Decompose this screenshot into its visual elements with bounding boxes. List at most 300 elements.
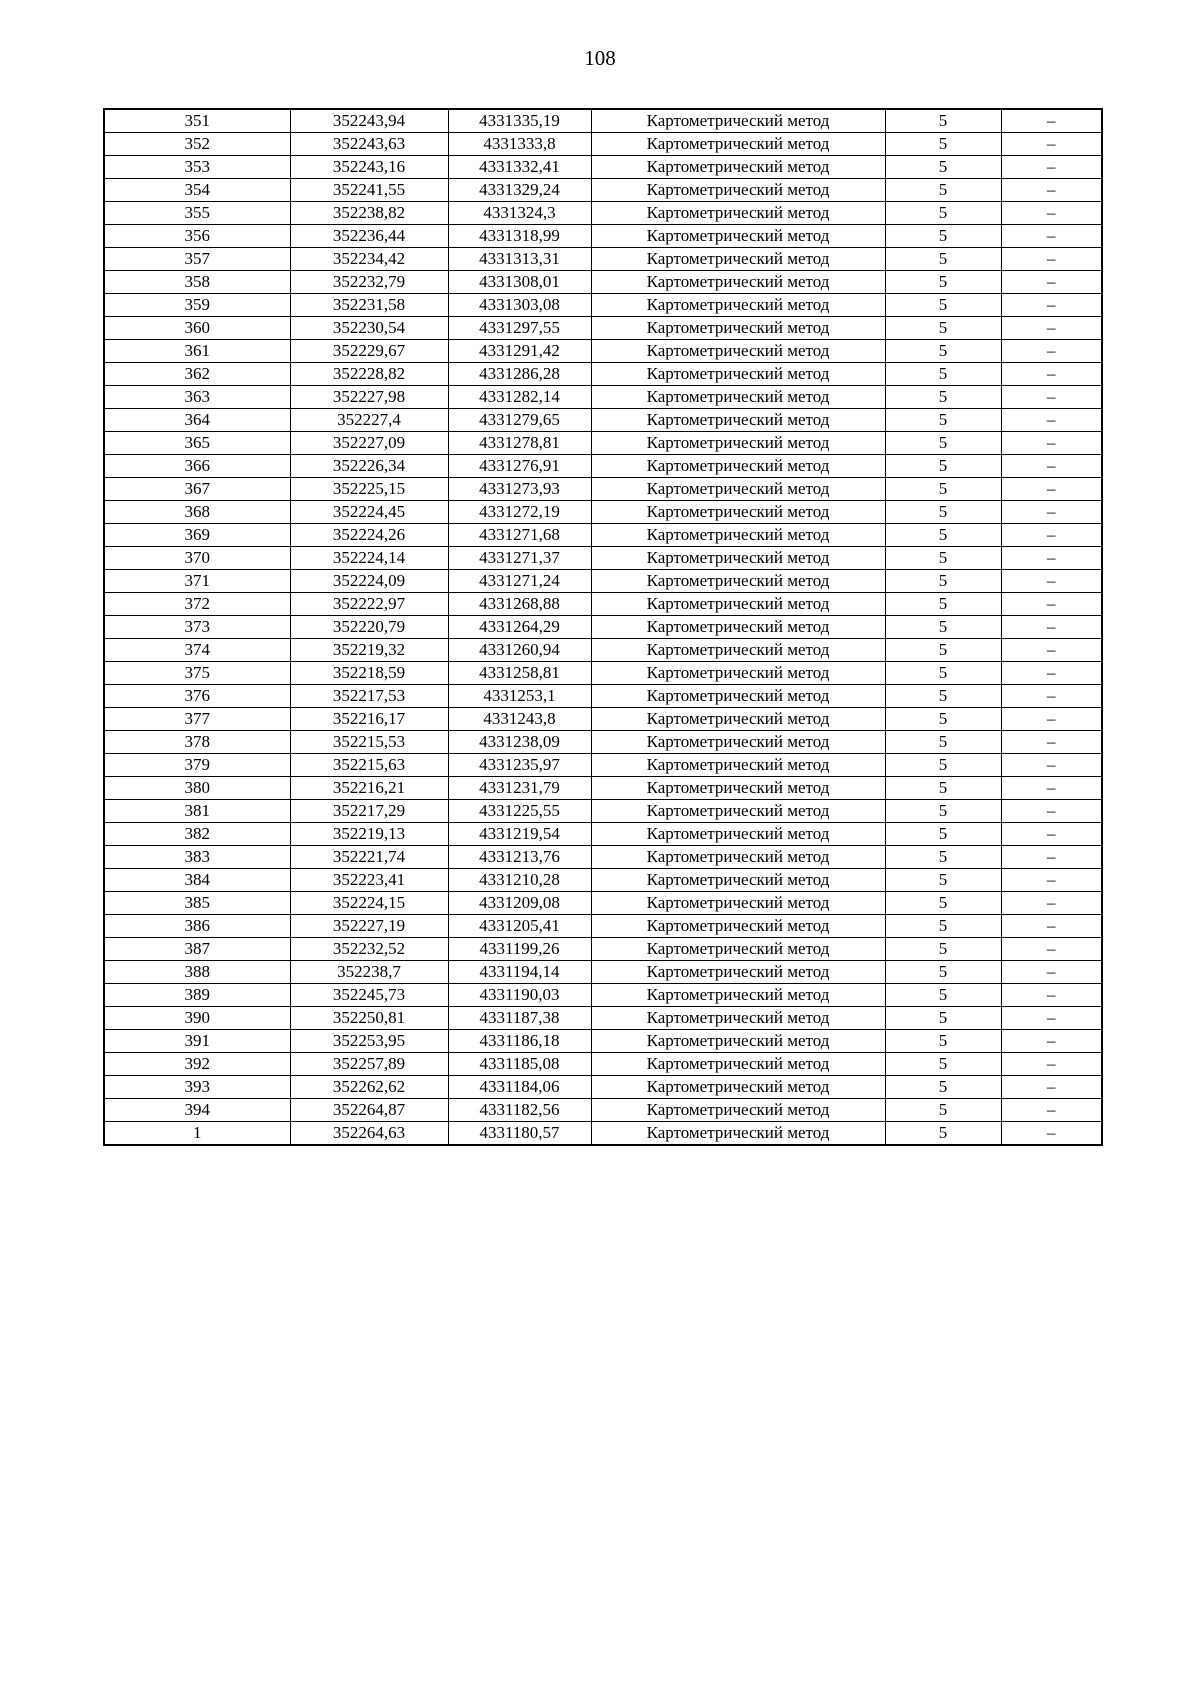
y-coordinate-cell: 4331278,81 — [448, 432, 591, 455]
accuracy-cell: 5 — [885, 984, 1001, 1007]
table-row — [104, 961, 1102, 984]
method-cell: Картометрический метод — [591, 616, 885, 639]
accuracy-cell: 5 — [885, 179, 1001, 202]
accuracy-cell: 5 — [885, 363, 1001, 386]
table-row — [104, 938, 1102, 961]
x-coordinate-cell: 352236,44 — [290, 225, 448, 248]
point-number-cell: 355 — [104, 202, 290, 225]
y-coordinate-cell: 4331187,38 — [448, 1007, 591, 1030]
table-row — [104, 662, 1102, 685]
table-row — [104, 524, 1102, 547]
accuracy-cell: 5 — [885, 225, 1001, 248]
method-cell: Картометрический метод — [591, 731, 885, 754]
x-coordinate-cell: 352224,45 — [290, 501, 448, 524]
method-cell: Картометрический метод — [591, 455, 885, 478]
table-row — [104, 156, 1102, 179]
method-cell: Картометрический метод — [591, 225, 885, 248]
point-number-cell: 390 — [104, 1007, 290, 1030]
method-cell: Картометрический метод — [591, 478, 885, 501]
description-cell: – — [1001, 754, 1102, 777]
y-coordinate-cell: 4331186,18 — [448, 1030, 591, 1053]
accuracy-cell: 5 — [885, 501, 1001, 524]
method-cell: Картометрический метод — [591, 984, 885, 1007]
x-coordinate-cell: 352217,29 — [290, 800, 448, 823]
x-coordinate-cell: 352226,34 — [290, 455, 448, 478]
description-cell: – — [1001, 869, 1102, 892]
accuracy-cell: 5 — [885, 248, 1001, 271]
table-row — [104, 432, 1102, 455]
y-coordinate-cell: 4331308,01 — [448, 271, 591, 294]
description-cell: – — [1001, 823, 1102, 846]
description-cell: – — [1001, 317, 1102, 340]
description-cell: – — [1001, 685, 1102, 708]
method-cell: Картометрический метод — [591, 271, 885, 294]
accuracy-cell: 5 — [885, 1007, 1001, 1030]
description-cell: – — [1001, 501, 1102, 524]
x-coordinate-cell: 352227,4 — [290, 409, 448, 432]
method-cell: Картометрический метод — [591, 1099, 885, 1122]
table-row — [104, 593, 1102, 616]
table-row — [104, 777, 1102, 800]
y-coordinate-cell: 4331324,3 — [448, 202, 591, 225]
y-coordinate-cell: 4331235,97 — [448, 754, 591, 777]
point-number-cell: 376 — [104, 685, 290, 708]
accuracy-cell: 5 — [885, 455, 1001, 478]
y-coordinate-cell: 4331180,57 — [448, 1122, 591, 1146]
y-coordinate-cell: 4331258,81 — [448, 662, 591, 685]
point-number-cell: 364 — [104, 409, 290, 432]
y-coordinate-cell: 4331213,76 — [448, 846, 591, 869]
method-cell: Картометрический метод — [591, 915, 885, 938]
table-row — [104, 1122, 1102, 1146]
point-number-cell: 357 — [104, 248, 290, 271]
description-cell: – — [1001, 1053, 1102, 1076]
point-number-cell: 384 — [104, 869, 290, 892]
method-cell: Картометрический метод — [591, 938, 885, 961]
y-coordinate-cell: 4331271,68 — [448, 524, 591, 547]
x-coordinate-cell: 352215,63 — [290, 754, 448, 777]
description-cell: – — [1001, 1076, 1102, 1099]
method-cell: Картометрический метод — [591, 386, 885, 409]
accuracy-cell: 5 — [885, 731, 1001, 754]
accuracy-cell: 5 — [885, 1122, 1001, 1146]
description-cell: – — [1001, 363, 1102, 386]
table-row — [104, 800, 1102, 823]
table-row — [104, 409, 1102, 432]
x-coordinate-cell: 352241,55 — [290, 179, 448, 202]
description-cell: – — [1001, 777, 1102, 800]
y-coordinate-cell: 4331276,91 — [448, 455, 591, 478]
point-number-cell: 391 — [104, 1030, 290, 1053]
table-row — [104, 708, 1102, 731]
table-row — [104, 1007, 1102, 1030]
y-coordinate-cell: 4331190,03 — [448, 984, 591, 1007]
method-cell: Картометрический метод — [591, 133, 885, 156]
description-cell: – — [1001, 892, 1102, 915]
table-row — [104, 1076, 1102, 1099]
x-coordinate-cell: 352218,59 — [290, 662, 448, 685]
y-coordinate-cell: 4331279,65 — [448, 409, 591, 432]
description-cell: – — [1001, 156, 1102, 179]
description-cell: – — [1001, 616, 1102, 639]
method-cell: Картометрический метод — [591, 432, 885, 455]
accuracy-cell: 5 — [885, 156, 1001, 179]
accuracy-cell: 5 — [885, 109, 1001, 133]
y-coordinate-cell: 4331210,28 — [448, 869, 591, 892]
method-cell: Картометрический метод — [591, 777, 885, 800]
y-coordinate-cell: 4331286,28 — [448, 363, 591, 386]
accuracy-cell: 5 — [885, 386, 1001, 409]
accuracy-cell: 5 — [885, 777, 1001, 800]
method-cell: Картометрический метод — [591, 524, 885, 547]
x-coordinate-cell: 352243,16 — [290, 156, 448, 179]
point-number-cell: 382 — [104, 823, 290, 846]
point-number-cell: 372 — [104, 593, 290, 616]
description-cell: – — [1001, 938, 1102, 961]
accuracy-cell: 5 — [885, 547, 1001, 570]
point-number-cell: 371 — [104, 570, 290, 593]
method-cell: Картометрический метод — [591, 1122, 885, 1146]
description-cell: – — [1001, 1122, 1102, 1146]
method-cell: Картометрический метод — [591, 409, 885, 432]
point-number-cell: 377 — [104, 708, 290, 731]
table-row — [104, 179, 1102, 202]
accuracy-cell: 5 — [885, 938, 1001, 961]
coordinates-table-body — [104, 109, 1102, 1145]
x-coordinate-cell: 352215,53 — [290, 731, 448, 754]
description-cell: – — [1001, 1099, 1102, 1122]
accuracy-cell: 5 — [885, 593, 1001, 616]
method-cell: Картометрический метод — [591, 823, 885, 846]
point-number-cell: 369 — [104, 524, 290, 547]
table-row — [104, 639, 1102, 662]
x-coordinate-cell: 352231,58 — [290, 294, 448, 317]
description-cell: – — [1001, 109, 1102, 133]
table-row — [104, 892, 1102, 915]
table-row — [104, 363, 1102, 386]
description-cell: – — [1001, 570, 1102, 593]
y-coordinate-cell: 4331219,54 — [448, 823, 591, 846]
accuracy-cell: 5 — [885, 823, 1001, 846]
y-coordinate-cell: 4331231,79 — [448, 777, 591, 800]
table-row — [104, 271, 1102, 294]
method-cell: Картометрический метод — [591, 708, 885, 731]
method-cell: Картометрический метод — [591, 593, 885, 616]
x-coordinate-cell: 352262,62 — [290, 1076, 448, 1099]
accuracy-cell: 5 — [885, 294, 1001, 317]
y-coordinate-cell: 4331238,09 — [448, 731, 591, 754]
description-cell: – — [1001, 409, 1102, 432]
description-cell: – — [1001, 708, 1102, 731]
accuracy-cell: 5 — [885, 133, 1001, 156]
accuracy-cell: 5 — [885, 409, 1001, 432]
x-coordinate-cell: 352216,17 — [290, 708, 448, 731]
method-cell: Картометрический метод — [591, 317, 885, 340]
method-cell: Картометрический метод — [591, 109, 885, 133]
accuracy-cell: 5 — [885, 340, 1001, 363]
point-number-cell: 378 — [104, 731, 290, 754]
accuracy-cell: 5 — [885, 570, 1001, 593]
description-cell: – — [1001, 179, 1102, 202]
accuracy-cell: 5 — [885, 524, 1001, 547]
point-number-cell: 368 — [104, 501, 290, 524]
method-cell: Картометрический метод — [591, 869, 885, 892]
y-coordinate-cell: 4331282,14 — [448, 386, 591, 409]
accuracy-cell: 5 — [885, 892, 1001, 915]
y-coordinate-cell: 4331182,56 — [448, 1099, 591, 1122]
accuracy-cell: 5 — [885, 639, 1001, 662]
x-coordinate-cell: 352223,41 — [290, 869, 448, 892]
y-coordinate-cell: 4331332,41 — [448, 156, 591, 179]
method-cell: Картометрический метод — [591, 570, 885, 593]
method-cell: Картометрический метод — [591, 800, 885, 823]
method-cell: Картометрический метод — [591, 662, 885, 685]
x-coordinate-cell: 352264,63 — [290, 1122, 448, 1146]
point-number-cell: 351 — [104, 109, 290, 133]
x-coordinate-cell: 352219,32 — [290, 639, 448, 662]
x-coordinate-cell: 352243,94 — [290, 109, 448, 133]
table-row — [104, 501, 1102, 524]
x-coordinate-cell: 352224,26 — [290, 524, 448, 547]
y-coordinate-cell: 4331303,08 — [448, 294, 591, 317]
y-coordinate-cell: 4331313,31 — [448, 248, 591, 271]
method-cell: Картометрический метод — [591, 501, 885, 524]
table-row — [104, 225, 1102, 248]
table-row — [104, 340, 1102, 363]
point-number-cell: 363 — [104, 386, 290, 409]
description-cell: – — [1001, 593, 1102, 616]
table-row — [104, 1030, 1102, 1053]
point-number-cell: 380 — [104, 777, 290, 800]
method-cell: Картометрический метод — [591, 685, 885, 708]
method-cell: Картометрический метод — [591, 248, 885, 271]
point-number-cell: 393 — [104, 1076, 290, 1099]
accuracy-cell: 5 — [885, 478, 1001, 501]
description-cell: – — [1001, 547, 1102, 570]
description-cell: – — [1001, 478, 1102, 501]
table-row — [104, 1053, 1102, 1076]
y-coordinate-cell: 4331253,1 — [448, 685, 591, 708]
accuracy-cell: 5 — [885, 202, 1001, 225]
x-coordinate-cell: 352227,19 — [290, 915, 448, 938]
x-coordinate-cell: 352227,98 — [290, 386, 448, 409]
point-number-cell: 365 — [104, 432, 290, 455]
description-cell: – — [1001, 271, 1102, 294]
point-number-cell: 379 — [104, 754, 290, 777]
x-coordinate-cell: 352217,53 — [290, 685, 448, 708]
table-row — [104, 317, 1102, 340]
accuracy-cell: 5 — [885, 915, 1001, 938]
point-number-cell: 387 — [104, 938, 290, 961]
point-number-cell: 352 — [104, 133, 290, 156]
y-coordinate-cell: 4331205,41 — [448, 915, 591, 938]
accuracy-cell: 5 — [885, 846, 1001, 869]
method-cell: Картометрический метод — [591, 547, 885, 570]
y-coordinate-cell: 4331243,8 — [448, 708, 591, 731]
x-coordinate-cell: 352257,89 — [290, 1053, 448, 1076]
description-cell: – — [1001, 662, 1102, 685]
x-coordinate-cell: 352222,97 — [290, 593, 448, 616]
x-coordinate-cell: 352228,82 — [290, 363, 448, 386]
accuracy-cell: 5 — [885, 708, 1001, 731]
description-cell: – — [1001, 340, 1102, 363]
method-cell: Картометрический метод — [591, 294, 885, 317]
x-coordinate-cell: 352234,42 — [290, 248, 448, 271]
point-number-cell: 375 — [104, 662, 290, 685]
y-coordinate-cell: 4331260,94 — [448, 639, 591, 662]
table-row — [104, 685, 1102, 708]
table-row — [104, 754, 1102, 777]
point-number-cell: 389 — [104, 984, 290, 1007]
x-coordinate-cell: 352216,21 — [290, 777, 448, 800]
description-cell: – — [1001, 432, 1102, 455]
table-row — [104, 248, 1102, 271]
point-number-cell: 353 — [104, 156, 290, 179]
description-cell: – — [1001, 248, 1102, 271]
description-cell: – — [1001, 1007, 1102, 1030]
y-coordinate-cell: 4331273,93 — [448, 478, 591, 501]
description-cell: – — [1001, 524, 1102, 547]
table-row — [104, 1099, 1102, 1122]
x-coordinate-cell: 352220,79 — [290, 616, 448, 639]
y-coordinate-cell: 4331184,06 — [448, 1076, 591, 1099]
table-row — [104, 133, 1102, 156]
description-cell: – — [1001, 1030, 1102, 1053]
x-coordinate-cell: 352221,74 — [290, 846, 448, 869]
table-row — [104, 869, 1102, 892]
table-row — [104, 478, 1102, 501]
point-number-cell: 354 — [104, 179, 290, 202]
description-cell: – — [1001, 225, 1102, 248]
y-coordinate-cell: 4331335,19 — [448, 109, 591, 133]
table-row — [104, 547, 1102, 570]
method-cell: Картометрический метод — [591, 1053, 885, 1076]
description-cell: – — [1001, 915, 1102, 938]
x-coordinate-cell: 352224,14 — [290, 547, 448, 570]
y-coordinate-cell: 4331185,08 — [448, 1053, 591, 1076]
description-cell: – — [1001, 639, 1102, 662]
description-cell: – — [1001, 294, 1102, 317]
method-cell: Картометрический метод — [591, 202, 885, 225]
description-cell: – — [1001, 846, 1102, 869]
x-coordinate-cell: 352229,67 — [290, 340, 448, 363]
y-coordinate-cell: 4331271,37 — [448, 547, 591, 570]
y-coordinate-cell: 4331268,88 — [448, 593, 591, 616]
table-row — [104, 294, 1102, 317]
method-cell: Картометрический метод — [591, 892, 885, 915]
method-cell: Картометрический метод — [591, 1007, 885, 1030]
point-number-cell: 1 — [104, 1122, 290, 1146]
table-row — [104, 109, 1102, 133]
y-coordinate-cell: 4331209,08 — [448, 892, 591, 915]
point-number-cell: 367 — [104, 478, 290, 501]
method-cell: Картометрический метод — [591, 1030, 885, 1053]
point-number-cell: 366 — [104, 455, 290, 478]
method-cell: Картометрический метод — [591, 639, 885, 662]
page-number: 108 — [584, 46, 616, 70]
description-cell: – — [1001, 133, 1102, 156]
point-number-cell: 362 — [104, 363, 290, 386]
point-number-cell: 373 — [104, 616, 290, 639]
x-coordinate-cell: 352264,87 — [290, 1099, 448, 1122]
y-coordinate-cell: 4331264,29 — [448, 616, 591, 639]
x-coordinate-cell: 352250,81 — [290, 1007, 448, 1030]
y-coordinate-cell: 4331333,8 — [448, 133, 591, 156]
table-row — [104, 202, 1102, 225]
x-coordinate-cell: 352253,95 — [290, 1030, 448, 1053]
point-number-cell: 361 — [104, 340, 290, 363]
y-coordinate-cell: 4331291,42 — [448, 340, 591, 363]
method-cell: Картометрический метод — [591, 363, 885, 386]
y-coordinate-cell: 4331318,99 — [448, 225, 591, 248]
x-coordinate-cell: 352245,73 — [290, 984, 448, 1007]
x-coordinate-cell: 352224,09 — [290, 570, 448, 593]
accuracy-cell: 5 — [885, 1053, 1001, 1076]
point-number-cell: 383 — [104, 846, 290, 869]
x-coordinate-cell: 352219,13 — [290, 823, 448, 846]
point-number-cell: 374 — [104, 639, 290, 662]
x-coordinate-cell: 352238,82 — [290, 202, 448, 225]
description-cell: – — [1001, 386, 1102, 409]
accuracy-cell: 5 — [885, 662, 1001, 685]
point-number-cell: 394 — [104, 1099, 290, 1122]
description-cell: – — [1001, 455, 1102, 478]
table-row — [104, 823, 1102, 846]
point-number-cell: 386 — [104, 915, 290, 938]
x-coordinate-cell: 352238,7 — [290, 961, 448, 984]
method-cell: Картометрический метод — [591, 846, 885, 869]
accuracy-cell: 5 — [885, 869, 1001, 892]
x-coordinate-cell: 352232,52 — [290, 938, 448, 961]
accuracy-cell: 5 — [885, 271, 1001, 294]
description-cell: – — [1001, 984, 1102, 1007]
x-coordinate-cell: 352230,54 — [290, 317, 448, 340]
table-row — [104, 386, 1102, 409]
x-coordinate-cell: 352224,15 — [290, 892, 448, 915]
accuracy-cell: 5 — [885, 800, 1001, 823]
description-cell: – — [1001, 731, 1102, 754]
method-cell: Картометрический метод — [591, 156, 885, 179]
accuracy-cell: 5 — [885, 1099, 1001, 1122]
method-cell: Картометрический метод — [591, 1076, 885, 1099]
table-row — [104, 570, 1102, 593]
accuracy-cell: 5 — [885, 685, 1001, 708]
accuracy-cell: 5 — [885, 754, 1001, 777]
method-cell: Картометрический метод — [591, 754, 885, 777]
table-row — [104, 455, 1102, 478]
point-number-cell: 392 — [104, 1053, 290, 1076]
coordinates-table — [103, 108, 1103, 1146]
method-cell: Картометрический метод — [591, 179, 885, 202]
y-coordinate-cell: 4331297,55 — [448, 317, 591, 340]
y-coordinate-cell: 4331225,55 — [448, 800, 591, 823]
point-number-cell: 385 — [104, 892, 290, 915]
description-cell: – — [1001, 961, 1102, 984]
method-cell: Картометрический метод — [591, 961, 885, 984]
x-coordinate-cell: 352227,09 — [290, 432, 448, 455]
accuracy-cell: 5 — [885, 1076, 1001, 1099]
description-cell: – — [1001, 202, 1102, 225]
method-cell: Картометрический метод — [591, 340, 885, 363]
point-number-cell: 359 — [104, 294, 290, 317]
point-number-cell: 370 — [104, 547, 290, 570]
table-row — [104, 846, 1102, 869]
x-coordinate-cell: 352225,15 — [290, 478, 448, 501]
accuracy-cell: 5 — [885, 1030, 1001, 1053]
table-row — [104, 616, 1102, 639]
y-coordinate-cell: 4331272,19 — [448, 501, 591, 524]
accuracy-cell: 5 — [885, 432, 1001, 455]
